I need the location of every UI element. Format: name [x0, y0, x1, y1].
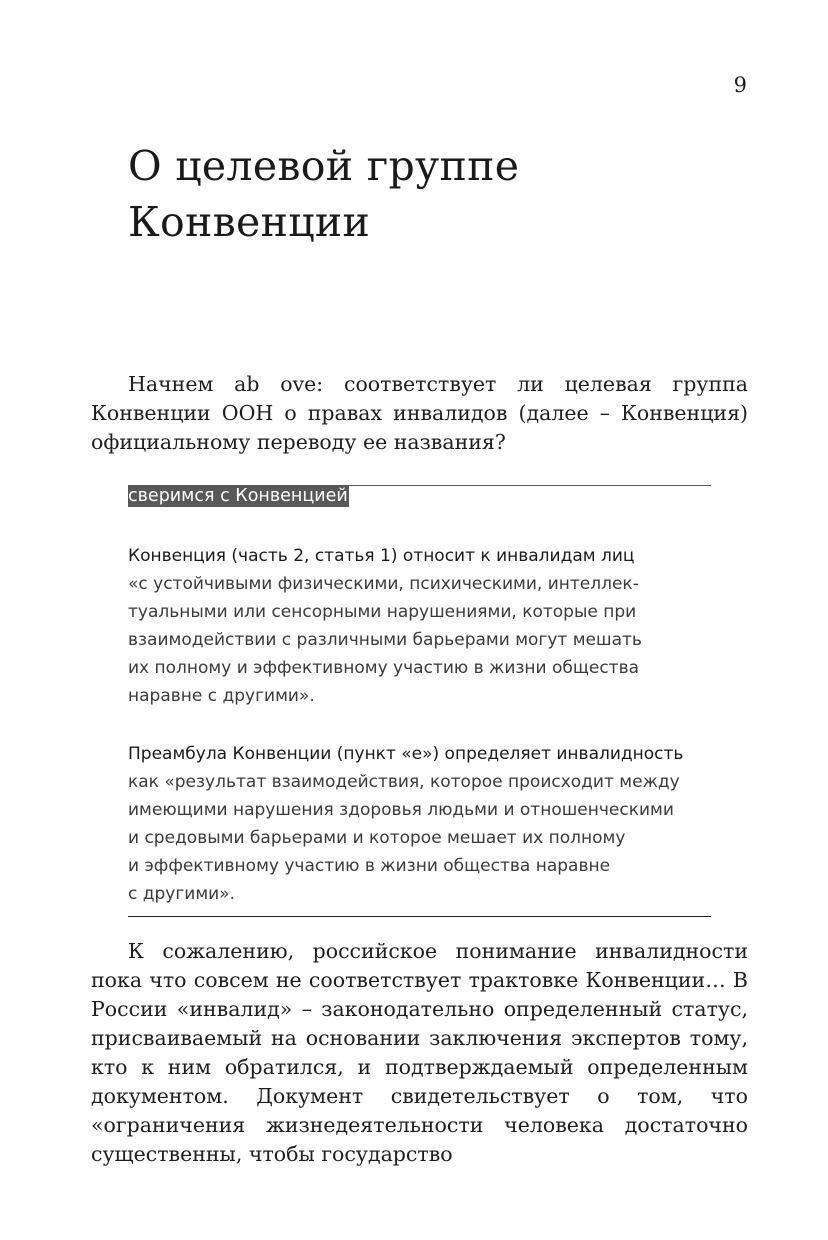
quote-lead: Преамбула Конвенции (пункт «е») определяет инвалидность	[128, 744, 684, 764]
body-paragraph: К сожалению, российское понимание инвалидности пока что совсем не соответствует трактовке Конвенции… В России «инвалид» – законодательно определенный статус, присваиваемый на основании заключения экспертов тому, кто к ним обратился, и подтверждаемый определенным документом. Документ свидетельствует о том, что «ограничения жизнедеятельности человека достаточно существенны, чтобы государство	[91, 939, 748, 1166]
quote-line: туальными или сенсорными нарушениями, которые при	[128, 602, 637, 623]
quote-line: и эффективному участию в жизни общества наравне	[128, 856, 611, 877]
quote-line: как «результат взаимодействия, которое происходит между	[128, 772, 680, 793]
inset-label: сверимся с Конвенцией	[128, 486, 348, 506]
chapter-title-line-1: О целевой группе	[128, 142, 520, 190]
quote-line: и средовыми барьерами и которое мешает их полному	[128, 828, 626, 849]
chapter-title	[128, 138, 748, 250]
quote-line: с другими».	[128, 884, 236, 905]
quote-lead: Конвенция (часть 2, статья 1) относит к инвалидам лиц	[128, 546, 635, 566]
quote-line: наравне с другими».	[128, 686, 315, 707]
quote-line: «с устойчивыми физическими, психическими, интеллек-	[128, 574, 639, 595]
convention-quote-preamble	[128, 740, 711, 909]
intro-paragraph: Начнем ab ove: соответствует ли целевая группа Конвенции ООН о правах инвалидов (далее – Конвенция) официальному переводу ее названия?	[91, 372, 748, 454]
convention-inset	[128, 485, 711, 917]
chapter-title-line-2: Конвенции	[128, 198, 371, 246]
convention-quote-article-1	[128, 542, 711, 711]
quote-line: их полному и эффективному участию в жизни общества	[128, 658, 640, 679]
quote-line: взаимодействии с различными барьерами могут мешать	[128, 630, 642, 651]
page-number: 9	[733, 73, 747, 97]
quote-line: имеющими нарушения здоровья людьми и отношенческими	[128, 800, 674, 821]
